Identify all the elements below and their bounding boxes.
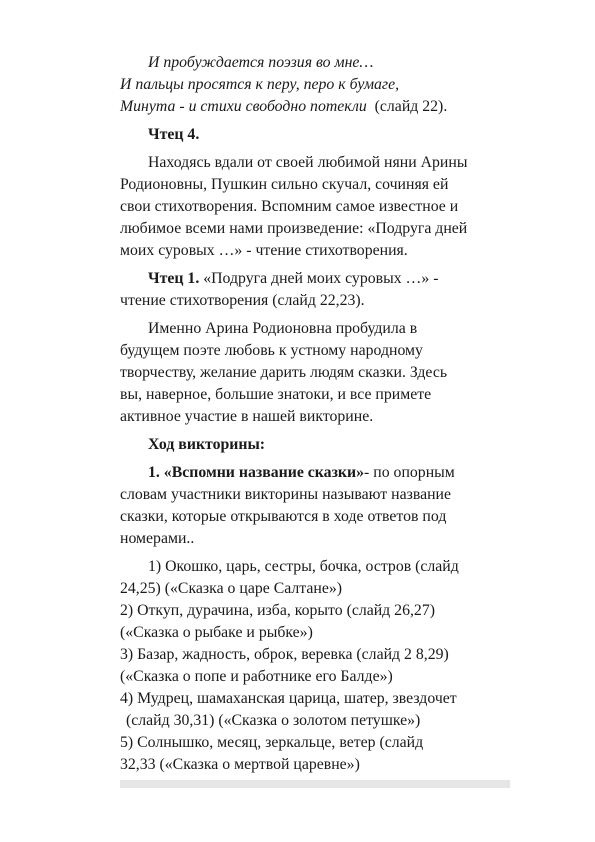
list-item: («Сказка о попе и работнике его Балде») xyxy=(120,668,393,685)
paragraph-nanny xyxy=(120,152,512,262)
paragraph-reader-1 xyxy=(120,268,512,312)
list-item: 3) Базар, жадность, оброк, веревка (слайд 2 8,29) xyxy=(120,646,449,663)
list-item: 32,33 («Сказка о мертвой царевне») xyxy=(120,756,360,773)
poem-slide-note: (слайд 22). xyxy=(374,98,448,115)
reader-1-label: Чтец 1. xyxy=(148,270,200,287)
paragraph-line: Родионовны, Пушкин сильно скучал, сочиняя ей xyxy=(120,176,449,193)
list-item: («Сказка о рыбаке и рыбке») xyxy=(120,624,313,641)
page-bottom-divider xyxy=(120,780,510,788)
paragraph-line: свои стихотворения. Вспомним самое известное и xyxy=(120,198,459,215)
paragraph-arina xyxy=(120,318,512,428)
reader-1-text: «Подруга дней моих суровых …» - xyxy=(199,270,439,287)
paragraph-line: творчеству, желание дарить людям сказки. Здесь xyxy=(120,364,448,381)
paragraph-line: номерами.. xyxy=(120,530,195,547)
paragraph-line xyxy=(120,462,512,484)
list-item: 4) Мудрец, шамаханская царица, шатер, звездочет xyxy=(120,690,457,707)
poem-line-3-text: Минута - и стихи свободно потекли xyxy=(120,98,367,115)
list-item: 1) Окошко, царь, сестры, бочка, остров (слайд xyxy=(148,558,459,575)
poem-line-2: И пальцы просятся к перу, перо к бумаге, xyxy=(120,76,400,93)
quiz-heading: Ход викторины: xyxy=(148,436,266,453)
paragraph-line: словам участники викторины называют название xyxy=(120,486,452,503)
paragraph-line xyxy=(120,268,512,290)
task-1-rest: - по опорным xyxy=(364,464,455,481)
paragraph-line: активное участие в нашей викторине. xyxy=(120,408,374,425)
paragraph-line: чтение стихотворения (слайд 22,23). xyxy=(120,292,365,309)
reader-4-heading: Чтец 4. xyxy=(148,126,200,143)
fairy-tale-list xyxy=(120,556,512,776)
list-item: 2) Откуп, дурачина, изба, корыто (слайд 26,27) xyxy=(120,602,435,619)
poem-line-1: И пробуждается поэзия во мне… xyxy=(148,54,374,71)
document-page xyxy=(120,52,512,776)
list-item: 5) Солнышко, месяц, зеркальце, ветер (слайд xyxy=(120,734,424,751)
list-item: 24,25) («Сказка о царе Салтане») xyxy=(120,580,343,597)
paragraph-line: Именно Арина Родионовна пробудила в xyxy=(148,320,418,337)
paragraph-line: сказки, которые открываются в ходе ответов под xyxy=(120,508,447,525)
poem-line-3 xyxy=(120,96,512,118)
paragraph-line: вы, наверное, большие знатоки, и все примете xyxy=(120,386,432,403)
poem-quote xyxy=(120,52,512,118)
paragraph-line: будущем поэте любовь к устному народному xyxy=(120,342,423,359)
task-1-title: 1. «Вспомни название сказки» xyxy=(148,464,365,481)
paragraph-line: Находясь вдали от своей любимой няни Арины xyxy=(148,154,468,171)
paragraph-line: любимое всеми нами произведение: «Подруга дней xyxy=(120,220,468,237)
list-item: (слайд 30,31) («Сказка о золотом петушке») xyxy=(126,712,421,729)
paragraph-task-1 xyxy=(120,462,512,550)
paragraph-line: моих суровых …» - чтение стихотворения. xyxy=(120,242,408,259)
